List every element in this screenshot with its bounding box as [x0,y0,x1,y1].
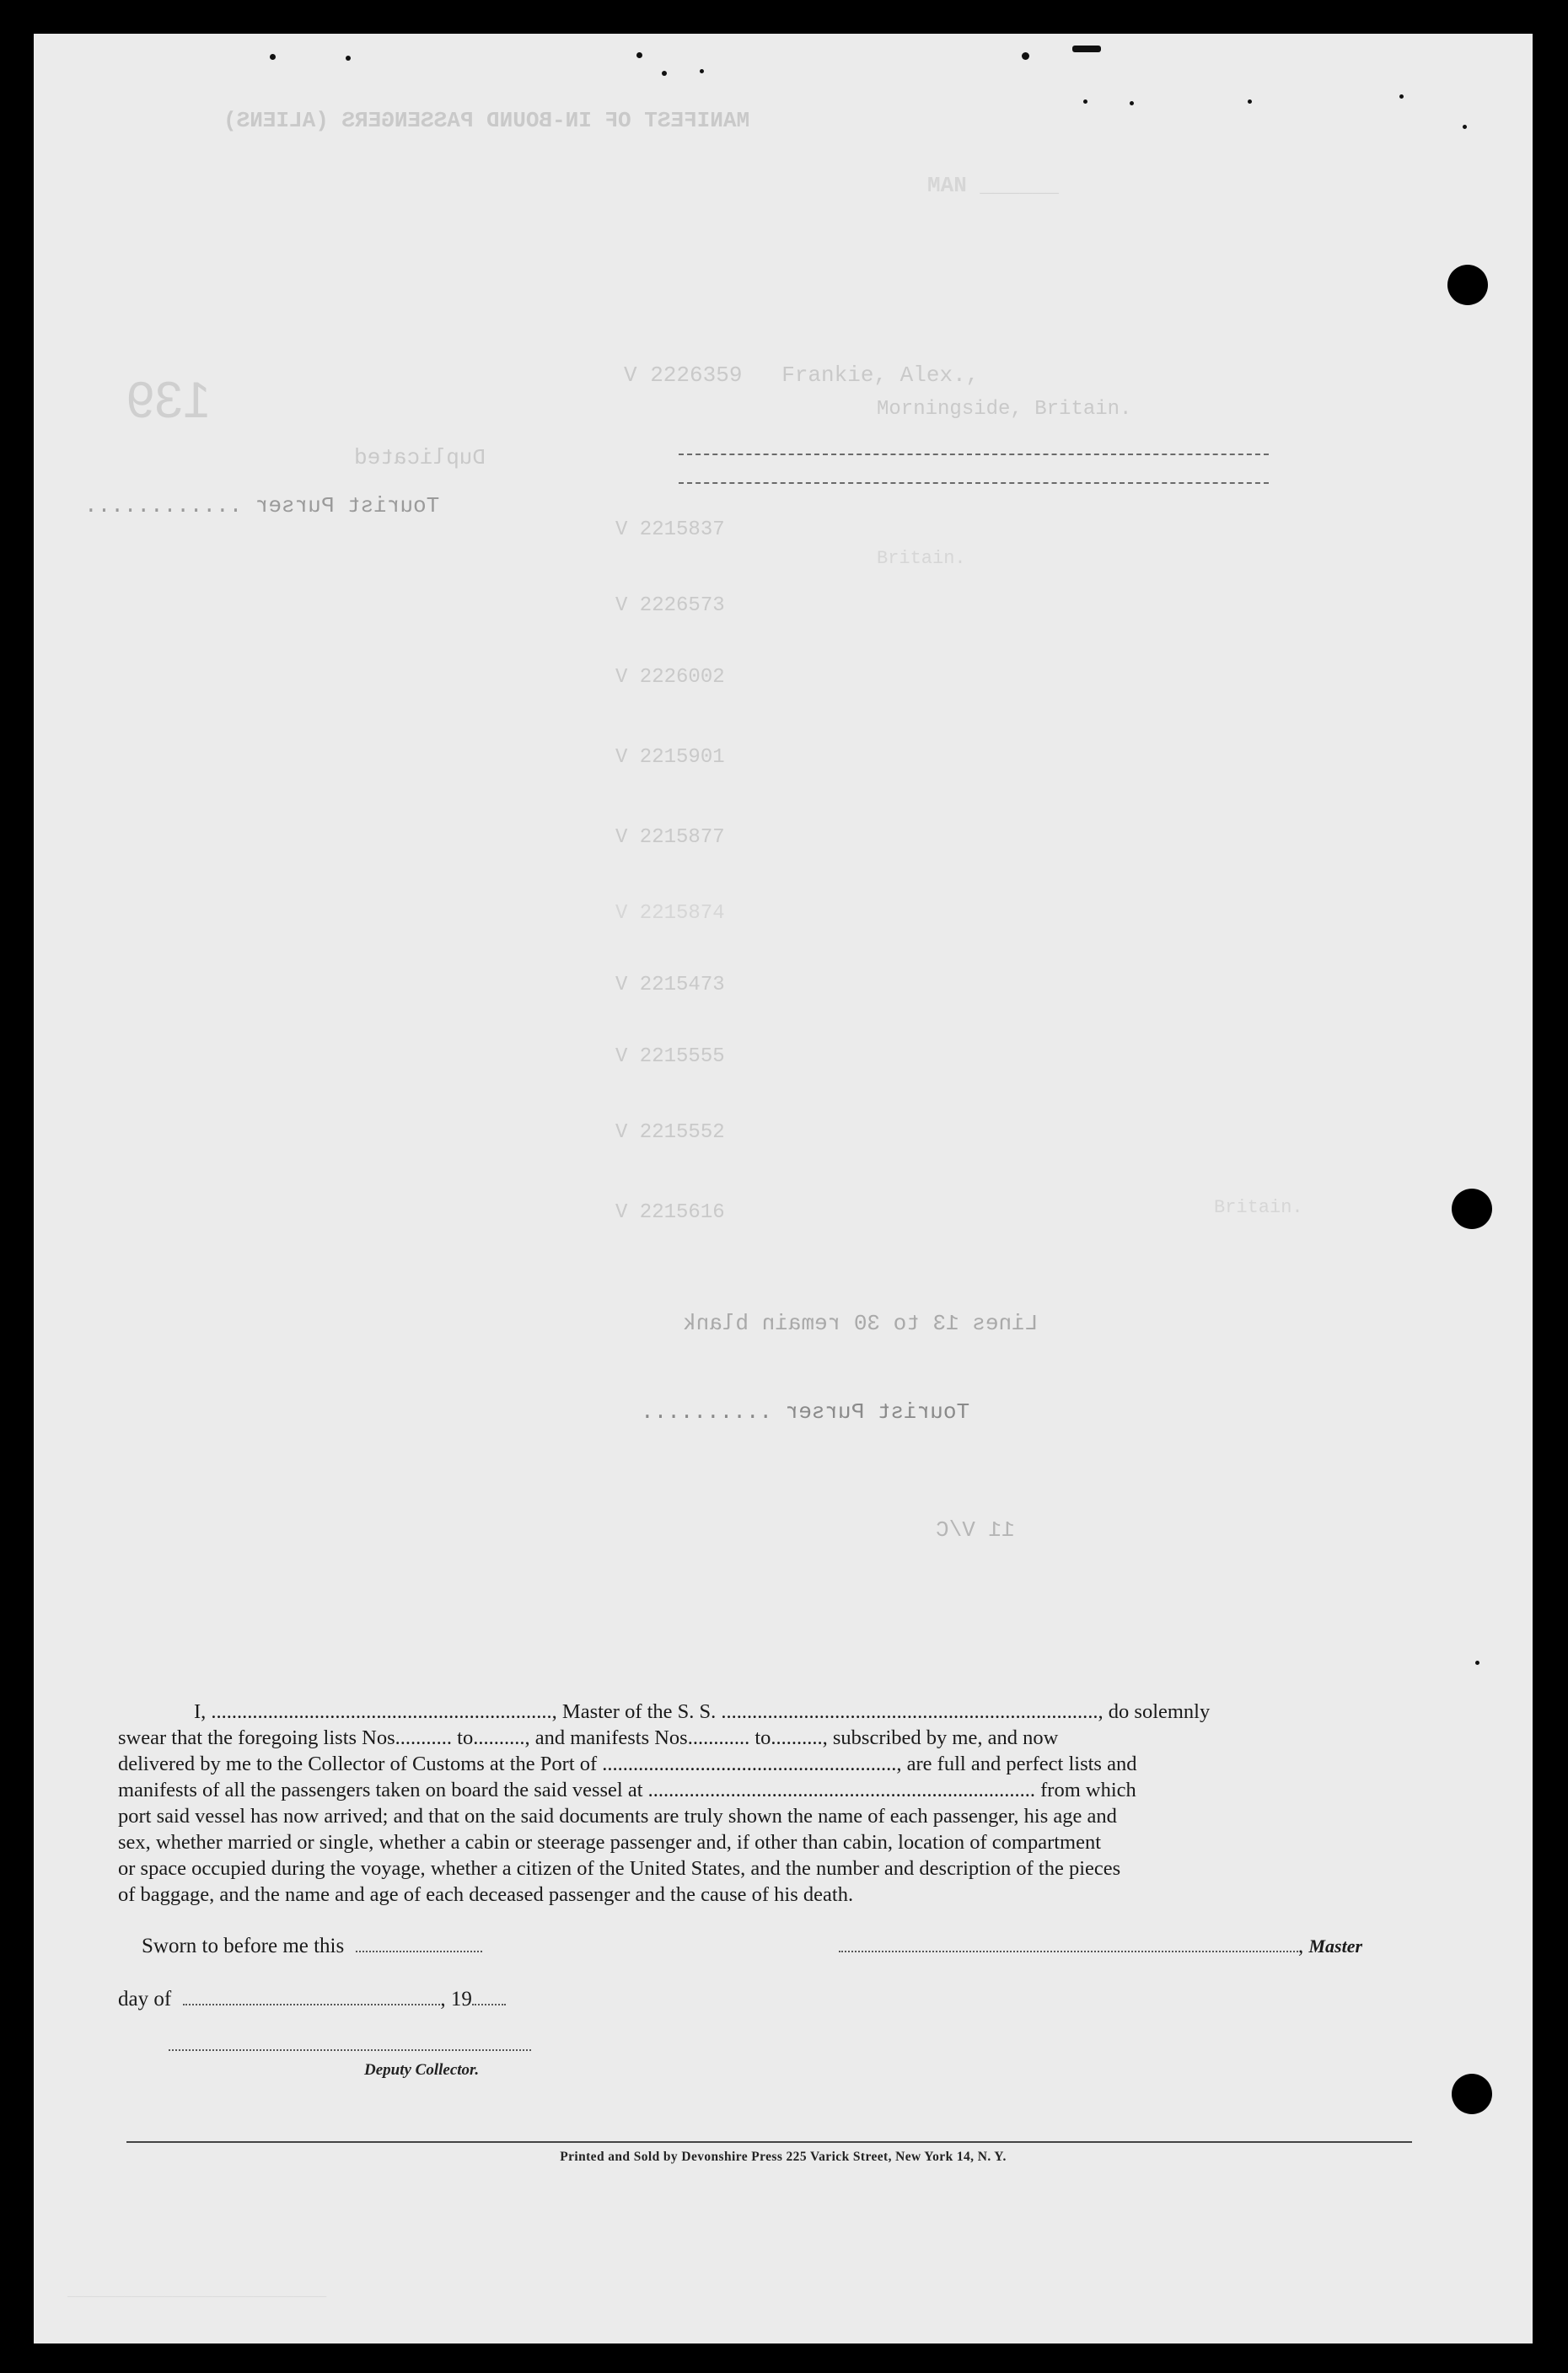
year-field[interactable] [472,2004,506,2005]
sworn-date-field[interactable] [356,1951,482,1952]
oath-line: manifests of all the passengers taken on board the said vessel at ........................................................................... from which [118,1779,1136,1801]
stamp-duplicated: Duplicated [354,445,486,470]
punch-hole-bottom [1452,2074,1492,2114]
faint-header-title: MANIFEST OF IN-BOUND PASSENGERS (ALIENS) [223,108,750,133]
sworn-label: Sworn to before me this [142,1935,345,1957]
oath-line: port said vessel has now arrived; and that on the said documents are truly shown the name of each passenger, his age and [118,1805,1117,1828]
day-of-field[interactable] [183,2004,440,2005]
stamp-tourist-purser: Tourist Purser ............ [84,493,440,518]
master-signature-row: , Master [839,1935,1362,1958]
oath-line: or space occupied during the voyage, whether a citizen of the United States, and the number and description of the pieces [118,1857,1121,1880]
bottom-note: 11 V/C [936,1517,1015,1543]
master-label: Master [1308,1935,1363,1957]
deputy-collector-label: Deputy Collector. [364,2061,480,2079]
oath-line: of baggage, and the name and age of each deceased passenger and the cause of his death. [118,1883,854,1906]
oath-line: swear that the foregoing lists Nos........... to.........., and manifests Nos............ to.........., subscribed by me, and now [118,1726,1059,1749]
deputy-signature-row [169,2033,531,2057]
day-of-row: day of , 19 [118,1988,506,2011]
bottom-tourist-purser: Tourist Purser .......... [641,1399,970,1425]
page-number: 139 [126,372,212,428]
manifest-page: MANIFEST OF IN-BOUND PASSENGERS (ALIENS) MAN ______ 139 Duplicated Tourist Purser ............ V 2226359 Frankie, Alex., Morningside, Britain. V 2215837 Britain. V 2226573 V 2226002 V 2215901 V 2215877 V 2215874 V 2215473 V 2215555 V 2215552 V 2215616 Britain. Lines 13 to 30 remain blank Tourist Purser .......... 11 V/C I, .................................................................., Master of the S. S. ........................................................................., do solemnly swear that the foregoing lists Nos........... to.........., and manifests Nos............ to.........., subscribed by me, and now delivered by me to the Collector of Customs at the Port of ........................................................., are full and perfect lists and manifests of all the passengers taken on board the said vessel at ........................................................................... from which port said vessel has now arrived; and that on the said documents are truly shown the name of each passenger, his age and sex, whether married or single, whether a cabin or steerage passenger and, if other than cabin, location of compartment or space occupied during the voyage, whether a citizen of the United States, and the number and description of the pieces of baggage, and the name and age of each deceased passenger and the cause of his death. Sworn to before me this , Master day of , 19 Deputy Collector. Printed and Sold by Devonshire Press 225 Varick Street, New York 14, N. Y. ________________________________ [34,34,1533,2343]
printer-imprint: Printed and Sold by Devonshire Press 225 Varick Street, New York 14, N. Y. [560,2150,1007,2164]
punch-hole-top [1447,265,1488,305]
footer-rule [126,2141,1412,2143]
oath-line: I, .................................................................., Master of the S. S. ........................................................................., do solemnly [194,1700,1211,1723]
year-prefix: 19 [450,1988,472,2011]
punch-hole-middle [1452,1189,1492,1229]
master-signature-field[interactable] [839,1951,1298,1952]
oath-line: delivered by me to the Collector of Customs at the Port of ........................................................., are full and perfect lists and [118,1753,1137,1775]
oath-line: sex, whether married or single, whether a cabin or steerage passenger and, if other than cabin, location of compartment [118,1831,1102,1854]
deputy-signature-field[interactable] [169,2049,531,2051]
day-of-label: day of [118,1988,172,2011]
lines-remain-blank-note: Lines 13 to 30 remain blank [683,1311,1039,1336]
sworn-row [142,1935,482,1958]
oath-paragraph [118,1699,1416,1908]
